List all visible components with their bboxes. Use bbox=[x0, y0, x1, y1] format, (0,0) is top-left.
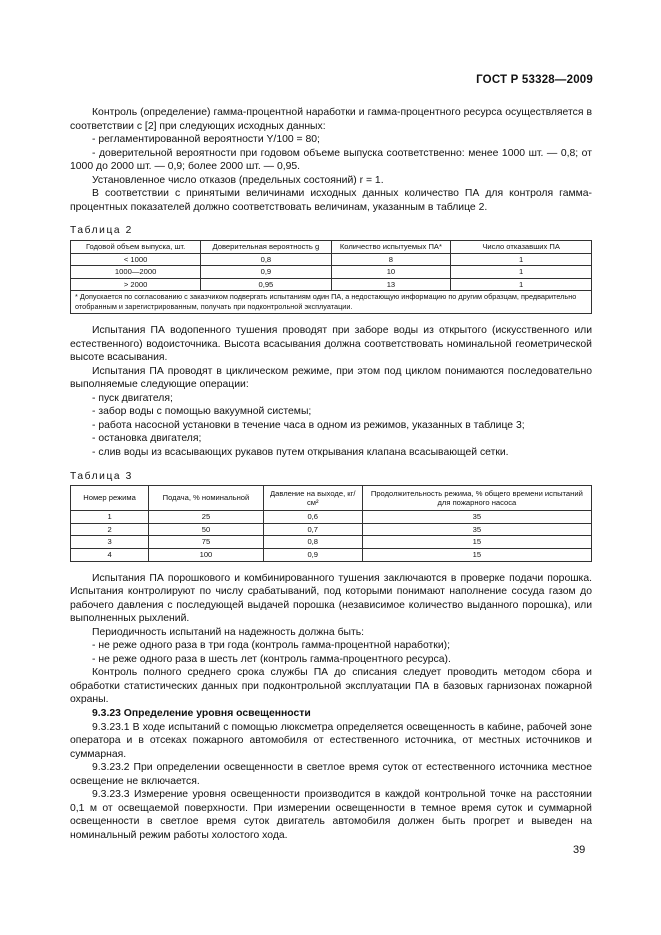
table-cell: 0,8 bbox=[201, 253, 331, 266]
table-cell: < 1000 bbox=[71, 253, 201, 266]
table-row bbox=[71, 266, 592, 279]
table-row bbox=[71, 253, 592, 266]
column-header: Давление на выходе, кг/см² bbox=[263, 486, 362, 511]
column-header: Продолжительность режима, % общего времени испытаний для пожарного насоса bbox=[362, 486, 591, 511]
table-3 bbox=[70, 485, 592, 561]
table-cell: 4 bbox=[71, 548, 149, 561]
paragraph: Установленное число отказов (предельных состояний) r = 1. bbox=[92, 174, 384, 186]
list-item: - доверительной вероятности при годовом объеме выпуска соответственно: менее 1000 шт. — 0,8; от 1000 до 2000 шт. — 0,9; более 2000 шт. — 0,95. bbox=[70, 147, 592, 173]
paragraph: Контроль полного среднего срока службы ПА до списания следует проводить методом сбора и обработки статистических данных при подконтрольной эксплуатации ПА в базовых гарнизонах пожарной охраны. bbox=[70, 667, 592, 706]
table-row bbox=[71, 511, 592, 524]
table-2-caption: Таблица 2 bbox=[70, 225, 133, 237]
column-header: Доверительная вероятность g bbox=[201, 240, 331, 253]
paragraph: В соответствии с принятыми величинами исходных данных количество ПА для контроля гамма-процентных показателей должно соответствовать величинам, указанным в таблице 2. bbox=[70, 188, 592, 213]
list-item: - слив воды из всасывающих рукавов путем открывания клапана всасывающей сетки. bbox=[92, 447, 509, 459]
column-header: Подача, % номинальной bbox=[149, 486, 264, 511]
list-item: - не реже одного раза в три года (контроль гамма-процентной наработки); bbox=[92, 640, 451, 652]
table-cell: 15 bbox=[362, 548, 591, 561]
table-cell: 1 bbox=[451, 253, 592, 266]
column-header: Номер режима bbox=[71, 486, 149, 511]
list-item: - не реже одного раза в шесть лет (контроль гамма-процентного ресурса). bbox=[92, 653, 451, 665]
paragraph: Испытания ПА порошкового и комбинированного тушения заключаются в проверке подачи порошка. Испытания контролируют по числу срабатываний, под которыми понимают наполнение сосуда газом до рабочего давления с последующей выдачей порошка (независимое количество выданного порошка), или выполненных рыхлений. bbox=[70, 572, 592, 625]
table-header-row bbox=[71, 486, 592, 511]
paragraph: 9.3.23.2 При определении освещенности в светлое время суток от естественного источника местное освещение не включается. bbox=[70, 762, 592, 787]
table-cell: 50 bbox=[149, 523, 264, 536]
list-item: - забор воды с помощью вакуумной системы; bbox=[92, 406, 312, 418]
table-cell: 0,7 bbox=[263, 523, 362, 536]
table-cell: 0,9 bbox=[201, 266, 331, 279]
column-header: Годовой объем выпуска, шт. bbox=[71, 240, 201, 253]
table-row bbox=[71, 278, 592, 291]
table-cell: 1 bbox=[451, 278, 592, 291]
paragraph: 9.3.23.3 Измерение уровня освещенности производится в каждой контрольной точке на расстоянии 0,1 м от освещаемой поверхности. При измерении освещенности в темное время суток и суммарной освещенности в светлое время суток двигатель автомобиля должен быть прогрет и выведен на номинальный режим работы холостого хода. bbox=[70, 789, 592, 841]
table-cell: 3 bbox=[71, 536, 149, 549]
paragraph: Испытания ПА проводят в циклическом режиме, при этом под циклом понимаются последовательно выполняемые следующие операции: bbox=[70, 365, 592, 391]
table-cell: 1 bbox=[451, 266, 592, 279]
table-note-row bbox=[71, 291, 592, 314]
table-cell: 0,95 bbox=[201, 278, 331, 291]
table-header-row bbox=[71, 240, 592, 253]
table-cell: 100 bbox=[149, 548, 264, 561]
list-item: - пуск двигателя; bbox=[92, 392, 173, 404]
paragraph: 9.3.23.1 В ходе испытаний с помощью люксметра определяется освещенность в кабине, рабочей зоне оператора и в отсеках пожарного автомобиля от естественного источника, от местных источников и суммарная. bbox=[70, 721, 592, 760]
column-header: Количество испытуемых ПА* bbox=[331, 240, 451, 253]
table-3-caption: Таблица 3 bbox=[70, 470, 133, 482]
paragraph: Периодичность испытаний на надежность должна быть: bbox=[92, 626, 365, 638]
table-row bbox=[71, 548, 592, 561]
table-cell: 25 bbox=[149, 511, 264, 524]
table-2 bbox=[70, 240, 592, 314]
list-item: - работа насосной установки в течение часа в одном из режимов, указанных в таблице 3; bbox=[92, 419, 525, 431]
table-cell: 35 bbox=[362, 511, 591, 524]
section-heading: 9.3.23 Определение уровня освещенности bbox=[92, 707, 311, 719]
table-cell: 75 bbox=[149, 536, 264, 549]
column-header: Число отказавших ПА bbox=[451, 240, 592, 253]
table-cell: > 2000 bbox=[71, 278, 201, 291]
table-cell: 10 bbox=[331, 266, 451, 279]
table-cell: 1000—2000 bbox=[71, 266, 201, 279]
page-number: 39 bbox=[573, 844, 586, 856]
table-cell: 2 bbox=[71, 523, 149, 536]
list-item: - остановка двигателя; bbox=[92, 433, 202, 445]
table-cell: 15 bbox=[362, 536, 591, 549]
paragraph: Контроль (определение) гамма-процентной наработки и гамма-процентного ресурса осуществляется в соответствии с [2] при следующих исходных данных: bbox=[70, 107, 592, 132]
table-cell: 1 bbox=[71, 511, 149, 524]
document-code: ГОСТ Р 53328—2009 bbox=[476, 74, 593, 86]
list-item: - регламентированной вероятности Y/100 = 80; bbox=[92, 134, 320, 146]
table-cell: 8 bbox=[331, 253, 451, 266]
table-row bbox=[71, 536, 592, 549]
table-cell: 13 bbox=[331, 278, 451, 291]
table-cell: 0,6 bbox=[263, 511, 362, 524]
paragraph: Испытания ПА водопенного тушения проводят при заборе воды из открытого (искусственного или естественного) водоисточника. Высота всасывания должна соответствовать номинальной геометрической высоте всасывания. bbox=[70, 325, 592, 364]
table-cell: 0,9 bbox=[263, 548, 362, 561]
table-cell: 0,8 bbox=[263, 536, 362, 549]
table-row bbox=[71, 523, 592, 536]
page-content bbox=[70, 106, 592, 842]
table-cell: 35 bbox=[362, 523, 591, 536]
table-footnote: * Допускается по согласованию с заказчиком подвергать испытаниям один ПА, а недостающую информацию по другим образцам, предварительно отобранным и зарегистрированным, получать при подконтрольной эксплуатации. bbox=[71, 291, 592, 314]
